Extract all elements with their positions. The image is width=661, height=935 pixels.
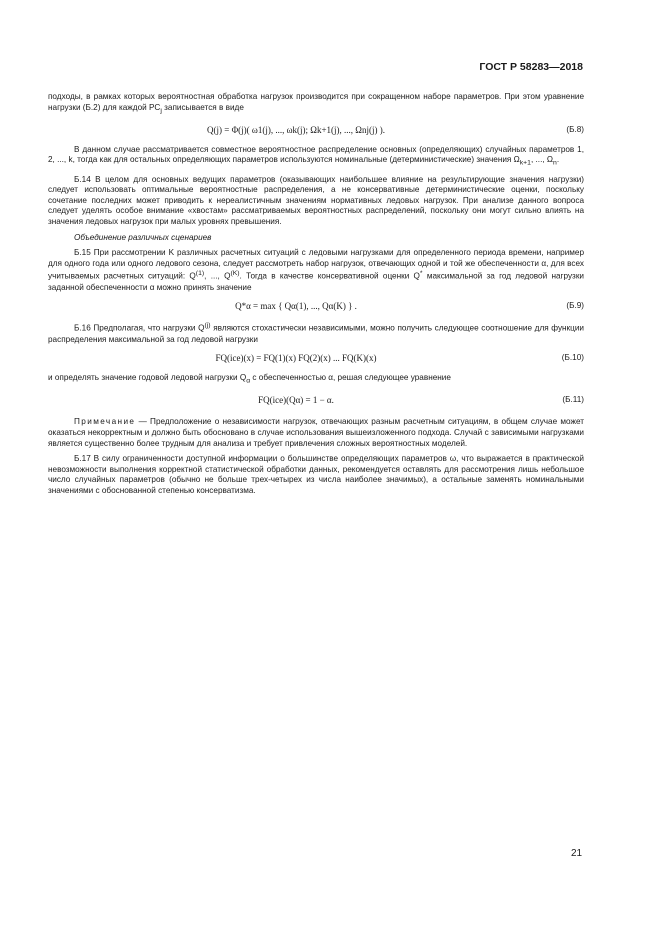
formula: Q*α = max { Qα(1), ..., Qα(K) } .: [235, 301, 357, 312]
text: . Тогда в качестве консервативной оценки Q: [239, 272, 420, 282]
text: , ..., Ω: [530, 155, 554, 165]
section-subtitle: Объединение различных сценариев: [74, 232, 212, 242]
note-label: Примечание: [74, 417, 136, 427]
text: k+1: [519, 160, 531, 168]
equation-number: (Б.10): [561, 353, 584, 363]
paragraph: Б.14 В целом для основных ведущих параметров (оказывающих наибольшее влияние на результирующие значения нагрузки) следует использовать оптимальные вероятностные распределения, а не консервативные детерминистические оценки, поскольку сочетание последних может приводить к нереалистичным значениям нормативных ледовых нагрузок. При анализе данного вопроса следует уделять особое внимание «хвостам» рассматриваемых вероятностных распределений, поскольку они могут сильно влиять на значения ледовых нагрузок при малых уровнях превышения.: [48, 174, 584, 227]
note-text: — Предположение о независимости нагрузок, отвечающих разным расчетным ситуациям, в общем случае может оказаться некорректным и должно быть обосновано в случае использования вышеизложенного подхода. Случай с зависимыми нагрузками является существенно более трудным для анализа и требует привлечения сложных вероятностных моделей.: [48, 417, 584, 448]
text: (j): [204, 322, 211, 330]
equation-b8: [48, 120, 584, 142]
equation-number: (Б.9): [566, 301, 584, 311]
text: *: [419, 270, 423, 278]
text: Б.15 При рассмотрении K различных расчетных ситуаций с ледовыми нагрузками для определенного периода времени, например для одного года или одного ледового сезона, следует рассмотреть набор нагрузок, отвечающих одной и той же обеспеченности α, для всех учитываемых расчетных ситуаций: Q: [48, 248, 584, 282]
text: , ..., Q: [204, 272, 231, 282]
paragraph: [48, 92, 584, 117]
text: с обеспеченностью α, решая следующее уравнение: [250, 373, 451, 383]
text: являются стохастически независимыми, можно получить следующее соотношение для функции распределения максимальной за год ледовой нагрузки: [48, 324, 584, 344]
paragraph: [48, 248, 584, 293]
formula: Q(j) = Φ(j)( ω1(j), ..., ωk(j); Ωk+1(j), ..., Ωnj(j) ).: [207, 124, 385, 135]
paragraph: [48, 373, 584, 387]
note: [48, 417, 584, 449]
text: максимальной за год ледовой нагрузки заданной обеспеченности α можно принять значение: [48, 272, 584, 292]
text: Б.16 Предполагая, что нагрузки Q: [74, 324, 205, 334]
paragraph: Б.17 В силу ограниченности доступной информации о большинстве определяющих параметров ω, что выражается в практической невозможности выполнения корректной статистической обработки данных, рекомендуется оставлять для рассмотрения лишь небольшое число случайных параметров (обычно не больше трех-четырех из числа наиболее значимых), а остальные заменять номинальными значениями с обоснованной степенью консерватизма.: [48, 454, 584, 496]
text: j: [160, 107, 162, 115]
formula: FQ(ice)(x) = FQ(1)(x) FQ(2)(x) ... FQ(K)(x): [215, 353, 377, 364]
document-body: [48, 92, 584, 497]
paragraph: [48, 321, 584, 345]
equation-number: (Б.11): [562, 395, 584, 405]
text: записывается в виде: [161, 102, 244, 112]
equation-number: (Б.8): [566, 124, 584, 134]
text: n: [553, 160, 557, 168]
equation-b11: [48, 390, 584, 412]
text: α: [246, 377, 251, 385]
text: подходы, в рамках которых вероятностная обработка нагрузок производится при сокращенном наборе параметров. При этом уравнение нагрузки (Б.2) для каждой PC: [48, 92, 584, 112]
paragraph: [48, 145, 584, 170]
formula: FQ(ice)(Qα) = 1 − α.: [258, 395, 334, 406]
equation-b10: [48, 348, 584, 370]
equation-b9: [48, 296, 584, 318]
text: .: [556, 155, 560, 165]
page-number: 21: [571, 848, 583, 859]
text: (K): [230, 270, 240, 278]
text: и определять значение годовой ледовой нагрузки Q: [48, 373, 247, 383]
document-id: ГОСТ Р 58283—2018: [479, 61, 583, 73]
text: (1): [195, 270, 205, 278]
text: В данном случае рассматривается совместное вероятностное распределение основных (определяющих) случайных параметров 1, 2, ..., k, тогда как для остальных определяющих параметров используются номинальные (детерминистические) значения Ω: [48, 144, 584, 165]
